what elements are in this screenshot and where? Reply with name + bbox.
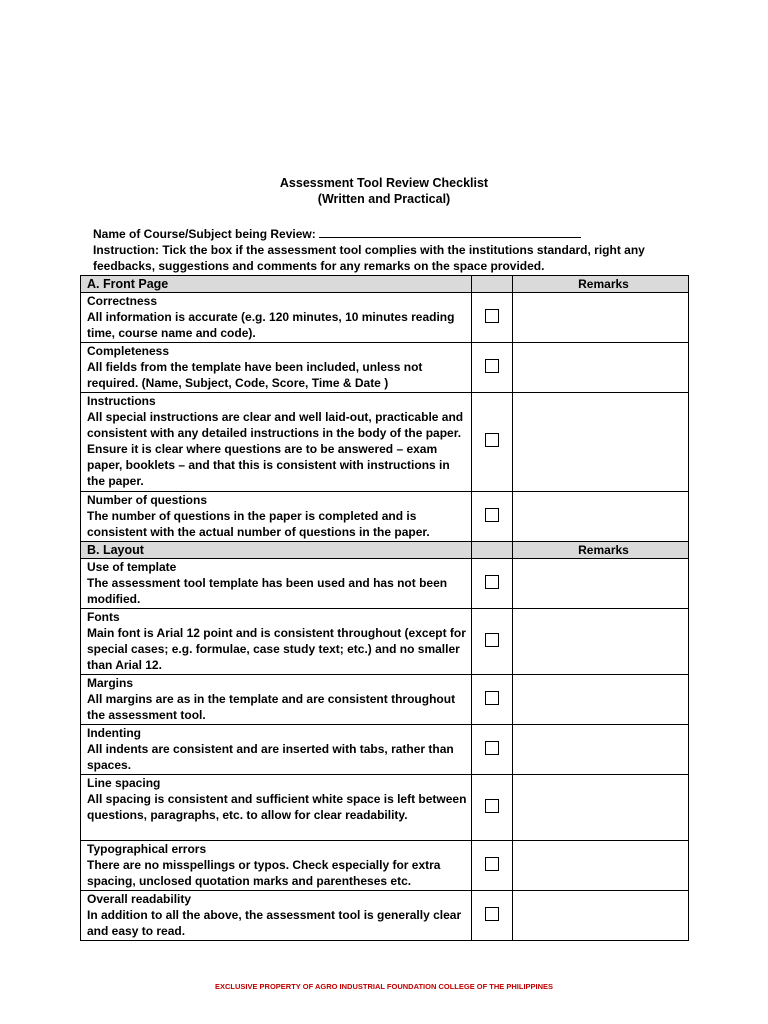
- checklist-table: [80, 275, 689, 941]
- checkbox[interactable]: [485, 799, 499, 813]
- checklist-row: [81, 293, 689, 343]
- document-subtitle: (Written and Practical): [317, 192, 451, 206]
- remarks-cell[interactable]: [513, 725, 689, 775]
- criterion-text: All indents are consistent and are inserted with tabs, rather than spaces.: [87, 742, 454, 772]
- remarks-cell[interactable]: [513, 293, 689, 343]
- checklist-row: [81, 775, 689, 841]
- checkbox[interactable]: [485, 359, 499, 373]
- criterion-text: In addition to all the above, the assessment tool is generally clear and easy to read.: [87, 908, 462, 938]
- checkbox-cell: [472, 775, 513, 841]
- section-header: [81, 542, 689, 559]
- checklist-row: [81, 675, 689, 725]
- checklist-row: [81, 891, 689, 941]
- criterion-heading: Line spacing: [87, 776, 161, 790]
- criterion-heading: Margins: [87, 676, 134, 690]
- checkbox-cell: [472, 841, 513, 891]
- remarks-header: Remarks: [513, 276, 689, 293]
- criterion-text: Main font is Arial 12 point and is consistent throughout (except for special cases; e.g. formulae, case study text; etc.) and no smaller than Arial 12.: [87, 626, 466, 672]
- criterion-heading: Number of questions: [87, 493, 208, 507]
- checkbox-cell: [472, 393, 513, 492]
- criterion-heading: Use of template: [87, 560, 177, 574]
- criterion-cell: [81, 293, 472, 343]
- footer-text: EXCLUSIVE PROPERTY OF AGRO INDUSTRIAL FOUNDATION COLLEGE OF THE PHILIPPINES: [214, 982, 554, 991]
- criterion-cell: [81, 725, 472, 775]
- checkbox[interactable]: [485, 575, 499, 589]
- remarks-cell[interactable]: [513, 343, 689, 393]
- criterion-text: All margins are as in the template and are consistent throughout the assessment tool.: [87, 692, 456, 722]
- section-header: [81, 276, 689, 293]
- remarks-cell[interactable]: [513, 393, 689, 492]
- checkbox-cell: [472, 343, 513, 393]
- course-name-row: [93, 226, 693, 242]
- checklist-row: [81, 492, 689, 542]
- checkbox[interactable]: [485, 691, 499, 705]
- checklist-row: [81, 725, 689, 775]
- criterion-text: All special instructions are clear and well laid-out, practicable and consistent with any detailed instructions in the body of the paper. Ensure it is clear where questions are to be answered – exam paper, booklets – and that this is consistent with instructions in the paper.: [87, 410, 464, 488]
- criterion-cell: [81, 841, 472, 891]
- criterion-text: The assessment tool template has been used and has not been modified.: [87, 576, 448, 606]
- checklist-row: [81, 841, 689, 891]
- instruction-text: Instruction: Tick the box if the assessment tool complies with the institutions standard, right any feedbacks, suggestions and comments for any remarks on the space provided.: [93, 243, 645, 273]
- course-name-label: Name of Course/Subject being Review:: [93, 227, 316, 241]
- checklist-row: [81, 393, 689, 492]
- checkbox[interactable]: [485, 433, 499, 447]
- criterion-cell: [81, 393, 472, 492]
- checkbox-cell: [472, 559, 513, 609]
- document-title: Assessment Tool Review Checklist: [279, 176, 489, 190]
- criterion-heading: Indenting: [87, 726, 141, 740]
- criterion-text: All spacing is consistent and sufficient white space is left between questions, paragraphs, etc. to allow for clear readability.: [87, 792, 467, 822]
- criterion-text: There are no misspellings or typos. Check especially for extra spacing, unclosed quotation marks and parentheses etc.: [87, 858, 441, 888]
- remarks-header: Remarks: [513, 542, 689, 559]
- criterion-text: The number of questions in the paper is completed and is consistent with the actual number of questions in the paper.: [87, 509, 430, 539]
- checkbox[interactable]: [485, 309, 499, 323]
- remarks-cell[interactable]: [513, 891, 689, 941]
- remarks-cell[interactable]: [513, 675, 689, 725]
- criterion-heading: Overall readability: [87, 892, 192, 906]
- criterion-heading: Fonts: [87, 610, 120, 624]
- checkbox-cell: [472, 725, 513, 775]
- criterion-text: All information is accurate (e.g. 120 minutes, 10 minutes reading time, course name and code).: [87, 310, 455, 340]
- criterion-cell: [81, 609, 472, 675]
- section-title: B. Layout: [81, 542, 472, 559]
- checkbox[interactable]: [485, 741, 499, 755]
- remarks-cell[interactable]: [513, 559, 689, 609]
- checkbox[interactable]: [485, 508, 499, 522]
- checklist-row: [81, 609, 689, 675]
- criterion-heading: Completeness: [87, 344, 170, 358]
- criterion-cell: [81, 891, 472, 941]
- criterion-text: All fields from the template have been included, unless not required. (Name, Subject, Code, Score, Time & Date ): [87, 360, 423, 390]
- remarks-cell[interactable]: [513, 492, 689, 542]
- criterion-cell: [81, 675, 472, 725]
- checklist-row: [81, 343, 689, 393]
- criterion-heading: Correctness: [87, 294, 158, 308]
- criterion-heading: Typographical errors: [87, 842, 207, 856]
- course-name-blank[interactable]: [319, 226, 581, 238]
- criterion-cell: [81, 775, 472, 841]
- remarks-cell[interactable]: [513, 841, 689, 891]
- section-title: A. Front Page: [81, 276, 472, 293]
- checkbox-cell: [472, 675, 513, 725]
- checklist-row: [81, 559, 689, 609]
- criterion-cell: [81, 492, 472, 542]
- checkbox[interactable]: [485, 857, 499, 871]
- criterion-cell: [81, 559, 472, 609]
- criterion-cell: [81, 343, 472, 393]
- checkbox-cell: [472, 609, 513, 675]
- checkbox-cell: [472, 492, 513, 542]
- remarks-cell[interactable]: [513, 775, 689, 841]
- checkbox-cell: [472, 891, 513, 941]
- remarks-cell[interactable]: [513, 609, 689, 675]
- section-check-header: [472, 276, 513, 293]
- checkbox-cell: [472, 293, 513, 343]
- criterion-heading: Instructions: [87, 394, 156, 408]
- section-check-header: [472, 542, 513, 559]
- checkbox[interactable]: [485, 633, 499, 647]
- checkbox[interactable]: [485, 907, 499, 921]
